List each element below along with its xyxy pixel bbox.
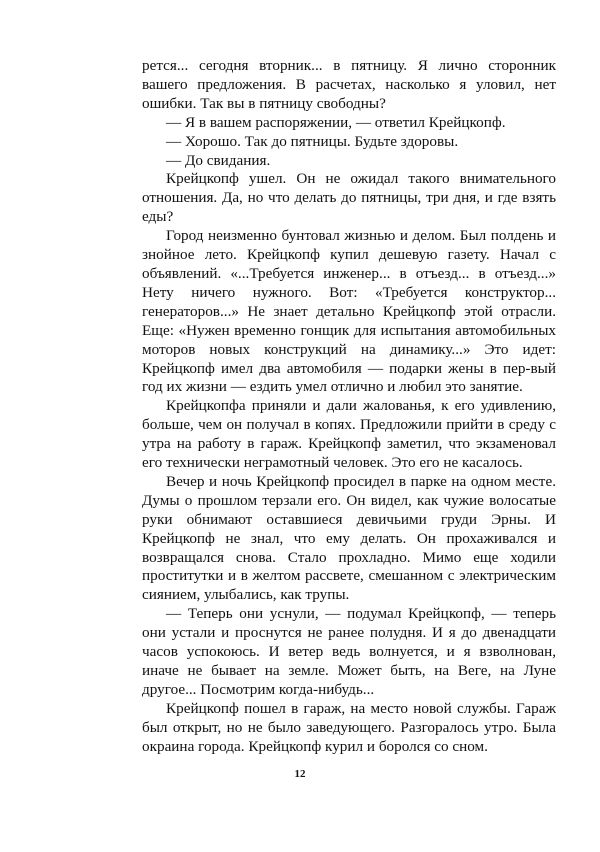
- paragraph-garage: Крейцкопф пошел в гараж, на место новой службы. Гараж был открыт, но не было заведующего. Разгоралось утро. Была окраина города. Крейцкопф курил и боролся со сном.: [142, 699, 556, 755]
- paragraph-city-newspaper: Город неизменно бунтовал жизнью и делом. Был полдень и знойное лето. Крейцкопф купил дешевую газету. Начал с объявлений. «...Требуется инженер... в отъезд... в отъезд...» Нету ничего нужного. Вот: «Требуется конструктор... генераторов...» Не знает детально Крейцкопф этой отрасли. Еще: «Нужен временно гонщик для испытания автомобильных моторов новых конструкций на динамику...» Это идет: Крейцкопф имел два автомобиля — подарки жены в пер-вый год их жизни — ездить умел отлично и любил это занятие.: [142, 227, 556, 396]
- paragraph-thoughts: — Теперь они уснули, — подумал Крейцкопф, — теперь они устали и проснутся не ранее полудня. И я до двенадцати часов успокоюсь. И ветер ведь волнуется, и я взволнован, иначе не бывает на земле. Может быть, на Веге, на Луне другое... Посмотрим когда-нибудь...: [142, 605, 556, 698]
- page-number: 12: [294, 768, 306, 780]
- paragraph-night-in-park: Вечер и ночь Крейцкопф просидел в парке на одном месте. Думы о прошлом терзали его. Он видел, как чужие волосатые руки обнимают оставшиеся девичьими груди Эрны. И Крейцкопф не знал, что ему делать. Он прохаживался и возвращался снова. Стало прохладно. Мимо еще ходили проститутки и в желтом рассвете, смешанном с электрическим сиянием, улыбались, как трупы.: [142, 472, 556, 604]
- paragraph-dialogue-goodbye: — Хорошо. Так до пятницы. Будьте здоровы.: [166, 132, 459, 150]
- paragraph-dialogue-reply: — Я в вашем распоряжении, — ответил Крейцкопф.: [166, 113, 506, 131]
- paragraph-hired: Крейцкопфа приняли и дали жалованья, к его удивлению, больше, чем он получал в копях. Предложили прийти в среду с утра на работу в гараж. Крейцкопф заметил, что экзаменовал его технически неграмотный человек. Это его не касалось.: [142, 397, 556, 472]
- page-text: [142, 57, 556, 757]
- paragraph-continuation: рется... сегодня вторник... в пятницу. Я лично сторонник вашего предложения. В расчетах, насколько я уловил, нет ошибки. Так вы в пятницу свободны?: [142, 57, 556, 112]
- paragraph-departure: Крейцкопф ушел. Он не ожидал такого внимательного отношения. Да, но что делать до пятницы, три дня, и где взять еды?: [142, 170, 556, 226]
- paragraph-dialogue-farewell: — До свидания.: [166, 151, 271, 169]
